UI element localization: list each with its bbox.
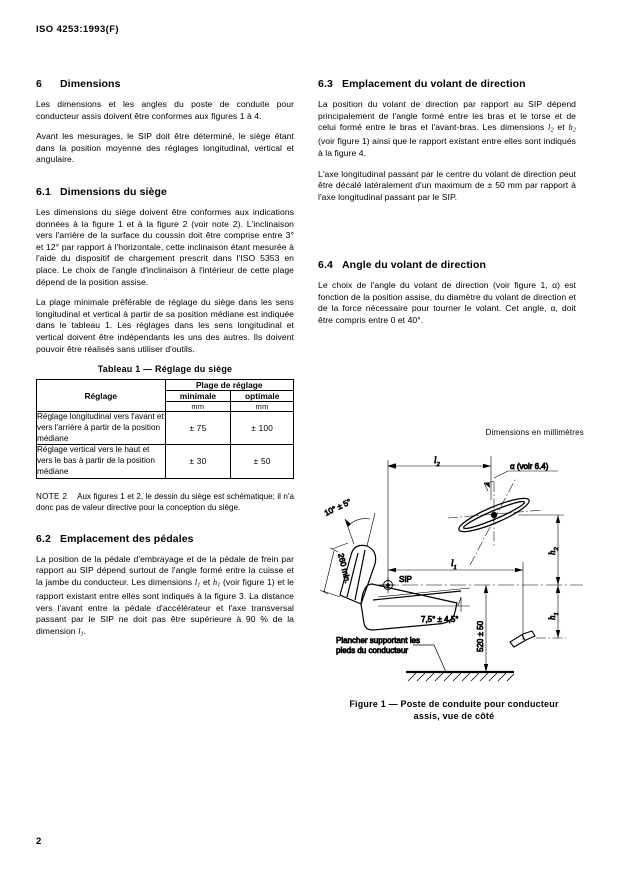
heading-section-6-1 [36,186,294,198]
label-alpha: α (voir 6.4) [510,462,549,471]
section-6-3-number: 6.3 [318,78,333,90]
section-6-3-para-2: L'axe longitudinal passant par le centre du volant de direction peut être décalé latéralement d'un maximum de ± 50 mm par rapport à l'axe longitudinal passant par le SIP. [318,168,576,202]
heading-section-6-2 [36,533,294,545]
var-l2-sub: 2 [550,126,554,134]
label-sip: SIP [399,575,412,584]
label-floor-height: 520 ± 50 [476,620,485,652]
page-header: ISO 4253:1993(F) [36,24,119,35]
figure-1-block [318,428,590,722]
note-2-text: Aux figures 1 et 2, le dessin du siège est schématique; il n'a donc pas de valeur directive pour la conception du siège. [36,491,294,512]
var-h1-base: h [212,577,218,588]
table-row [37,445,294,478]
section-6-1-para-2: La plage minimale préférable de réglage du siège dans les sens longitudinal et vertical à partir de sa position médiane est indiquée dans le tableau 1. Les réglages dans les sens longitudinal et vertical doivent être indépendants les uns des autres. Ils doivent pouvoir être réalisés sans utiliser d'outils. [36,297,294,354]
table-unit-optimale: mm [231,402,294,412]
s63-text-b: et [553,122,569,133]
var-h1-sub: 1 [217,581,221,589]
floor-note-leader [413,645,446,672]
label-floor-note-line2: pieds du conducteur [336,646,409,655]
section-6-4-number: 6.4 [318,259,333,272]
table-header-optimale: optimale [231,391,294,402]
table-row [37,412,294,445]
table-row-1-label: Réglage vertical vers le haut et vers le bas à partir de la position médiane [37,445,166,478]
table-header-plage-group: Plage de réglage [165,380,294,391]
label-cushion-angle: 7,5° ± 4,5° [421,615,459,624]
table-unit-minimale: mm [165,402,231,412]
label-h1: $h_1$ [547,612,560,620]
left-column [36,78,294,649]
s62-text-a: La position de la pédale d'embrayage et de la pédale de frein par rapport au SIP dépend surtout de l'angle formé entre la cuisse et la jambe du conducteur. Les dimensions [36,553,294,588]
section-6-2-para-1 [36,554,294,640]
table-row-0-optimale: ± 100 [231,412,294,445]
figure-1-caption-line2: assis, vue de côté [413,711,495,721]
var-l2-base: l [548,122,551,133]
section-6-4-title: Angle du volant de direction [342,259,486,272]
heading-section-6-3 [318,78,576,90]
pedal-shape [510,631,535,647]
alpha-angle-dim [484,471,558,491]
table-caption: Tableau 1 — Réglage du siège [97,364,233,375]
note-2-label: NOTE 2 [36,491,68,501]
section-6-number: 6 [36,78,42,90]
seat-back-angle-dim [345,513,375,546]
s62-text-b: et [200,577,213,588]
s63-text-c: (voir figure 1) ainsi que le rapport existant entre elles sont indiqués à la figure 4. [318,136,576,158]
section-6-2-number: 6.2 [36,532,51,545]
table-row-1-minimale: ± 30 [165,445,231,478]
figure-units-note: Dimensions en millimètres [485,428,584,437]
label-l1: $l_1$ [451,558,457,571]
figure-1-caption [318,698,590,722]
figure-1-caption-line1: Figure 1 — Poste de conduite pour conducteur [349,699,559,709]
wheel-normal-axis [470,478,516,565]
right-column [318,78,576,336]
var-h2-base: h [568,122,573,133]
var-h2-sub: 2 [572,126,576,134]
var-h2 [568,122,576,132]
table-row-0-minimale: ± 75 [165,412,231,445]
section-6-4-para-1: Le choix de l'angle du volant de direction (voir figure 1, α) est fonction de la position assise, du diamètre du volant de direction et de la force nécessaire pour tourner le volant. Cet angle, α, doit être compris entre 0 et 40°. [318,280,576,326]
label-seat-back-length: 260 min. [336,552,353,585]
table-row-0-label: Réglage longitudinal vers l'avant et vers l'arrière à partir de la position médiane [37,412,166,445]
table-header-row-1 [37,380,294,391]
heading-section-6 [36,78,294,90]
var-l1-a-base: l [194,577,198,588]
label-l2: $l_2$ [434,455,440,468]
table-header-minimale: minimale [165,391,231,402]
seat-adjustment-table [36,379,294,479]
note-2 [36,491,294,513]
var-l1-a-sub: 1 [197,581,201,589]
s63-text-a: La position du volant de direction par rapport au SIP dépend principalement de l'angle formé entre les bras et le torse et de celui formé entre le bras et l'avant-bras. Les dimensions [318,99,576,133]
section-6-2-title: Emplacement des pédales [60,532,194,545]
l1-dimension [388,562,523,640]
s62-text-d: . [83,625,87,636]
table-header-reglage: Réglage [37,380,166,412]
var-l1-b-base: l [78,625,81,636]
section-6-title: Dimensions [60,78,121,90]
section-6-para-2: Avant les mesurages, le SIP doit être déterminé, le siège étant dans la position moyenne des réglages longitudinal, vertical et angulaire. [36,131,294,165]
h1-dimension [536,585,566,638]
label-h2: $h_2$ [547,547,560,555]
section-6-1-title: Dimensions du siège [60,185,167,198]
figure-1-drawing [318,440,590,688]
page-number: 2 [36,836,42,847]
floor-ground-line [406,672,514,681]
section-6-3-title: Emplacement du volant de direction [342,78,526,90]
s62-text-c: (voir figure 1) et le rapport existant entre elles sont indiqués à la figure 3. La distance vers l'avant entre la pédale d'accélérateur et l'axe transversal passant par le SIP ne doit pas être supérieure à 90 % de la dimension [36,577,294,636]
section-6-1-para-1: Les dimensions du siège doivent être conformes aux indications données à la figure 1 et à la figure 2 (voir note 2). L'inclinaison vers l'arrière de la surface du coussin doit être comprise entre 3° et 12° par rapport à l'horizontale, cette inclinaison étant mesurée à l'aide du dispositif de chargement prescrit dans l'ISO 5353 en place. Le choix de l'angle d'inclinaison à l'intérieur de cette plage dépend de la position assise. [36,206,294,287]
section-6-3-para-1 [318,99,576,160]
section-6-1-number: 6.1 [36,185,51,198]
heading-section-6-4 [318,259,576,271]
table-row-1-optimale: ± 50 [231,445,294,478]
section-6-para-1: Les dimensions et les angles du poste de conduite pour conducteur assis doivent être conformes aux figures 1 à 4. [36,99,294,121]
label-seat-back-angle: 10° ± 5° [322,497,353,518]
label-floor-note-line1: Plancher supportant les [336,636,421,645]
var-l1-b-sub: 1 [80,630,84,638]
